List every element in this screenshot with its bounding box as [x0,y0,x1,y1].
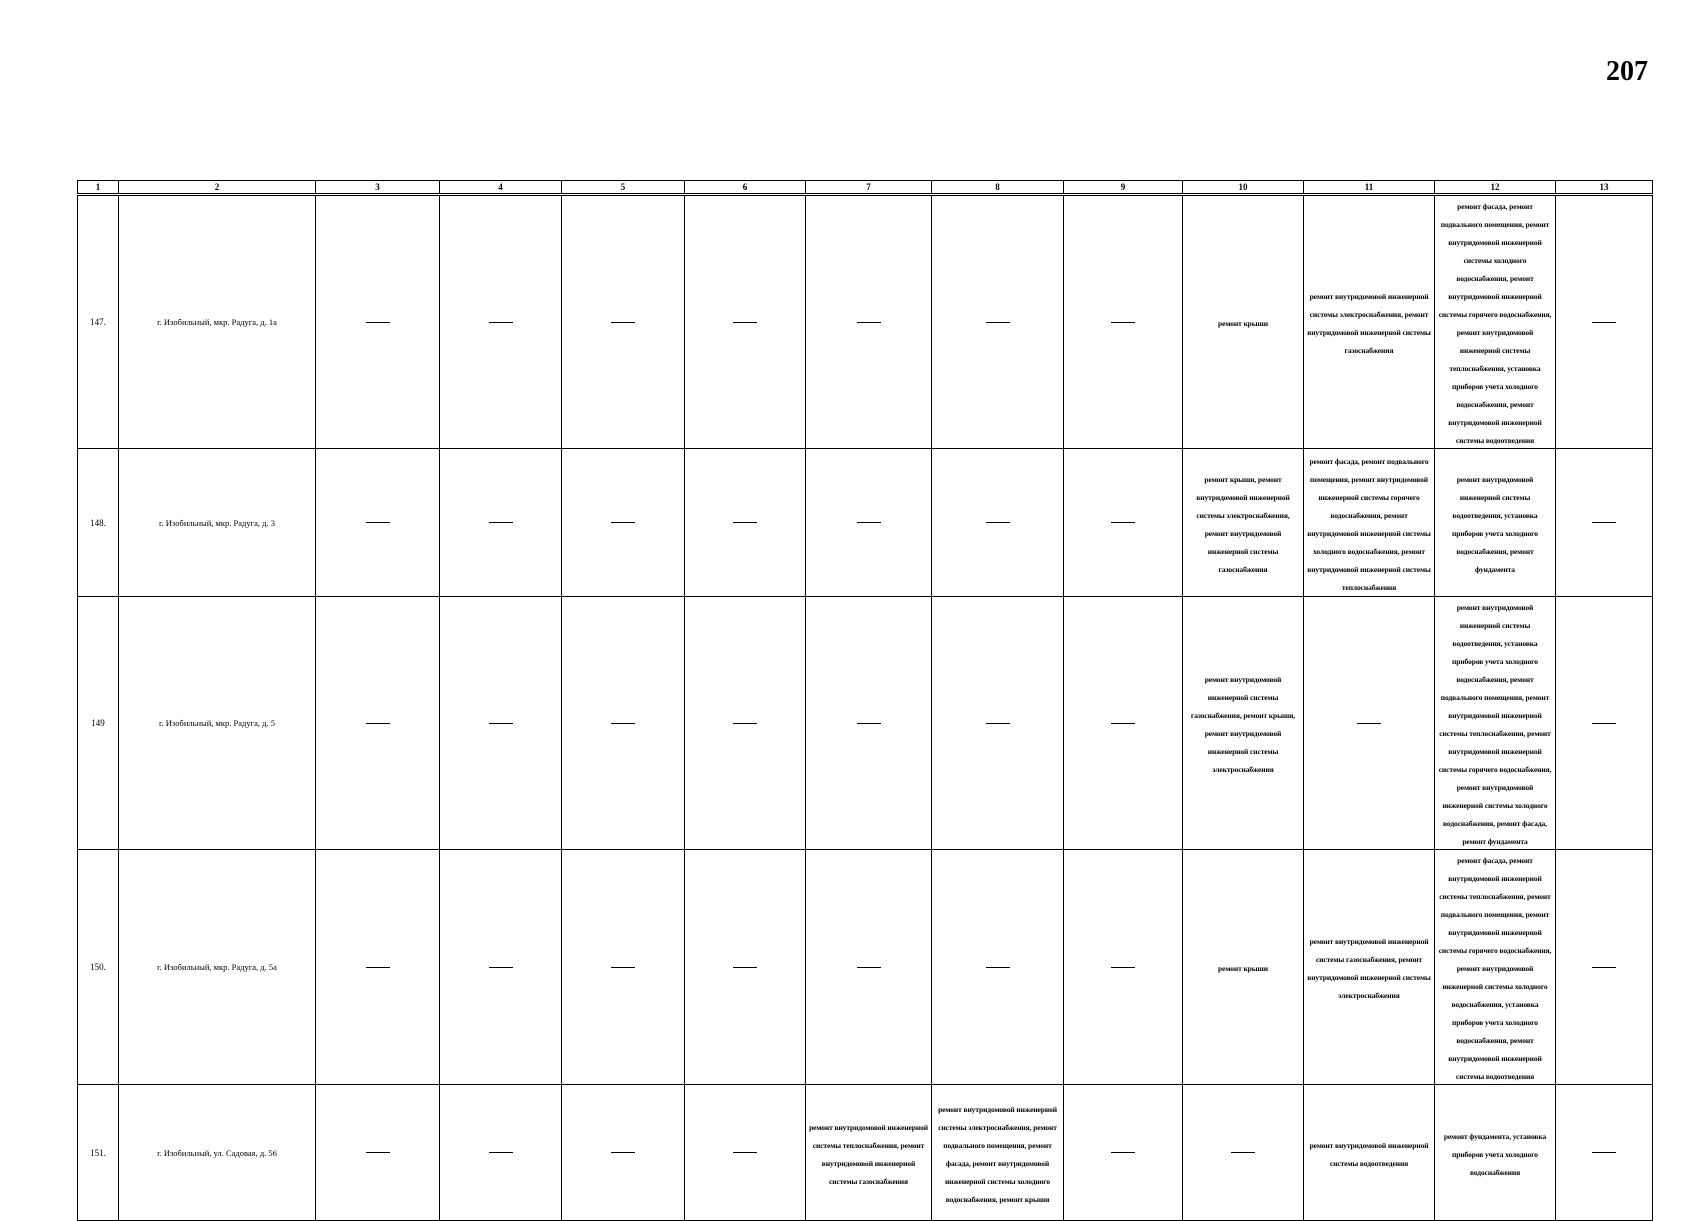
empty-dash [489,967,513,968]
work-cell-col-10 [1183,449,1304,597]
work-cell-col-13 [1556,1085,1653,1221]
work-cell-col-3 [316,850,440,1085]
page-number: 207 [1606,56,1648,87]
work-description: ремонт крыши [1218,964,1268,973]
work-description: ремонт внутридомовой инженерной системы водоотведения [1309,1140,1429,1168]
work-cell-col-3 [316,195,440,449]
column-header: 6 [685,181,806,195]
work-cell-col-11 [1304,195,1435,449]
empty-dash [986,522,1010,523]
column-header: 12 [1435,181,1556,195]
work-cell-col-12 [1435,850,1556,1085]
work-description: ремонт фундамента, установка приборов учета холодного водоснабжения [1443,1131,1547,1177]
work-cell-col-4 [440,1085,562,1221]
work-cell-col-7 [806,597,932,850]
work-cell-col-10 [1183,195,1304,449]
work-description: ремонт внутридомовой инженерной системы теплоснабжения, ремонт внутридомовой инженерной системы газоснабжения [809,1122,928,1186]
work-cell-col-9 [1064,850,1183,1085]
work-cell-col-3 [316,1085,440,1221]
work-cell-col-3 [316,449,440,597]
work-description: ремонт внутридомовой инженерной системы водоотведения, установка приборов учета холодного водоснабжения, ремонт фундамента [1452,474,1538,574]
work-cell-col-9 [1064,449,1183,597]
work-cell-col-10 [1183,1085,1304,1221]
work-cell-col-9 [1064,597,1183,850]
table-row [78,850,1653,1085]
column-header: 10 [1183,181,1304,195]
work-cell-col-7 [806,449,932,597]
work-cell-col-8 [932,850,1064,1085]
work-description: ремонт крыши, ремонт внутридомовой инженерной системы электроснабжения, ремонт внутридомовой инженерной системы газоснабжения [1196,474,1290,574]
work-cell-col-11 [1304,597,1435,850]
work-cell-col-3 [316,597,440,850]
work-cell-col-8 [932,195,1064,449]
empty-dash [489,723,513,724]
work-cell-col-6 [685,850,806,1085]
row-number: 149 [78,597,119,850]
empty-dash [611,1152,635,1153]
column-header: 4 [440,181,562,195]
address-cell: г. Изобильный, ул. Садовая, д. 56 [119,1085,316,1221]
row-number: 150. [78,850,119,1085]
table-row [78,597,1653,850]
work-cell-col-6 [685,597,806,850]
column-header: 13 [1556,181,1653,195]
table-row [78,1085,1653,1221]
empty-dash [733,1152,757,1153]
empty-dash [1111,723,1135,724]
column-header: 7 [806,181,932,195]
work-cell-col-12 [1435,597,1556,850]
empty-dash [986,723,1010,724]
address-cell: г. Изобильный, мкр. Радуга, д. 3 [119,449,316,597]
work-cell-col-9 [1064,1085,1183,1221]
work-cell-col-13 [1556,850,1653,1085]
empty-dash [733,522,757,523]
work-description: ремонт внутридомовой инженерной системы газоснабжения, ремонт внутридомовой инженерной системы электроснабжения [1307,937,1431,1000]
work-cell-col-5 [562,597,685,850]
work-cell-col-4 [440,850,562,1085]
work-description: ремонт фасада, ремонт подвального помещения, ремонт внутридомовой инженерной системы холодного водоснабжения, ремонт внутридомовой инженерной системы горячего водоснабжения, ремонт внутридомовой инженерной системы теплоснабжения, установка приборов учета холодного водоснабжения, ремонт внутридомовой инженерной системы водоотведения [1438,202,1552,445]
empty-dash [366,723,390,724]
work-cell-col-11 [1304,449,1435,597]
work-description: ремонт фасада, ремонт подвального помещения, ремонт внутридомовой инженерной системы горячего водоснабжения, ремонт внутридомовой инженерной системы холодного водоснабжения, ремонт внутридомовой инженерной системы теплоснабжения [1307,456,1431,592]
empty-dash [366,322,390,323]
empty-dash [1592,522,1616,523]
work-cell-col-4 [440,195,562,449]
empty-dash [489,1152,513,1153]
row-number: 148. [78,449,119,597]
row-number: 151. [78,1085,119,1221]
work-cell-col-6 [685,449,806,597]
table-row [78,449,1653,597]
work-description: ремонт фасада, ремонт внутридомовой инженерной системы теплоснабжения, ремонт подвального помещения, ремонт внутридомовой инженерной системы горячего водоснабжения, ремонт внутридомовой инженерной системы холодного водоснабжения, установка приборов учета холодного водоснабжения, ремонт внутридомовой инженерной системы водоотведения [1438,856,1552,1081]
empty-dash [366,967,390,968]
work-cell-col-12 [1435,449,1556,597]
empty-dash [986,322,1010,323]
work-cell-col-13 [1556,597,1653,850]
empty-dash [1592,967,1616,968]
work-cell-col-12 [1435,1085,1556,1221]
empty-dash [857,522,881,523]
work-cell-col-9 [1064,195,1183,449]
work-cell-col-10 [1183,597,1304,850]
work-cell-col-5 [562,195,685,449]
empty-dash [1357,723,1381,724]
empty-dash [857,322,881,323]
empty-dash [986,967,1010,968]
empty-dash [1592,1152,1616,1153]
work-cell-col-6 [685,1085,806,1221]
work-cell-col-4 [440,449,562,597]
work-description: ремонт внутридомовой инженерной системы водоотведения, установка приборов учета холодного водоснабжения, ремонт подвального помещения, ремонт внутридомовой инженерной системы теплоснабжения, ремонт внутридомовой инженерной системы горячего водоснабжения, ремонт внутридомовой инженерной системы холодного водоснабжения, ремонт фасада, ремонт фундамента [1438,603,1552,846]
work-description: ремонт внутридомовой инженерной системы электроснабжения, ремонт внутридомовой инженерной системы газоснабжения [1307,292,1431,355]
column-header: 8 [932,181,1064,195]
column-number-header-row [78,181,1653,195]
work-cell-col-11 [1304,850,1435,1085]
column-header: 3 [316,181,440,195]
work-cell-col-8 [932,597,1064,850]
work-cell-col-5 [562,850,685,1085]
address-cell: г. Изобильный, мкр. Радуга, д. 1а [119,195,316,449]
column-header: 1 [78,181,119,195]
empty-dash [611,723,635,724]
work-cell-col-7 [806,195,932,449]
work-cell-col-8 [932,449,1064,597]
empty-dash [611,322,635,323]
address-cell: г. Изобильный, мкр. Радуга, д. 5а [119,850,316,1085]
work-schedule-table [77,180,1653,1221]
empty-dash [733,723,757,724]
work-cell-col-13 [1556,449,1653,597]
column-header: 5 [562,181,685,195]
empty-dash [611,522,635,523]
empty-dash [733,322,757,323]
empty-dash [1111,967,1135,968]
work-cell-col-7 [806,1085,932,1221]
empty-dash [733,967,757,968]
row-number: 147. [78,195,119,449]
empty-dash [1592,322,1616,323]
work-cell-col-6 [685,195,806,449]
empty-dash [366,1152,390,1153]
empty-dash [611,967,635,968]
empty-dash [366,522,390,523]
work-cell-col-13 [1556,195,1653,449]
work-description: ремонт внутридомовой инженерной системы газоснабжения, ремонт крыши, ремонт внутридомовой инженерной системы электроснабжения [1190,675,1296,774]
empty-dash [1111,322,1135,323]
column-header: 2 [119,181,316,195]
address-cell: г. Изобильный, мкр. Радуга, д. 5 [119,597,316,850]
work-cell-col-5 [562,449,685,597]
work-cell-col-7 [806,850,932,1085]
empty-dash [857,967,881,968]
work-cell-col-5 [562,1085,685,1221]
work-description: ремонт крыши [1218,319,1268,328]
empty-dash [1592,723,1616,724]
work-cell-col-11 [1304,1085,1435,1221]
work-cell-col-12 [1435,195,1556,449]
work-cell-col-8 [932,1085,1064,1221]
work-description: ремонт внутридомовой инженерной системы электроснабжения, ремонт подвального помещения, ремонт фасада, ремонт внутридомовой инженерной системы холодного водоснабжения, ремонт крыши [938,1104,1057,1204]
table-row [78,195,1653,449]
empty-dash [489,522,513,523]
work-cell-col-4 [440,597,562,850]
empty-dash [489,322,513,323]
empty-dash [1111,522,1135,523]
column-header: 11 [1304,181,1435,195]
empty-dash [857,723,881,724]
work-cell-col-10 [1183,850,1304,1085]
empty-dash [1111,1152,1135,1153]
empty-dash [1231,1152,1255,1153]
column-header: 9 [1064,181,1183,195]
